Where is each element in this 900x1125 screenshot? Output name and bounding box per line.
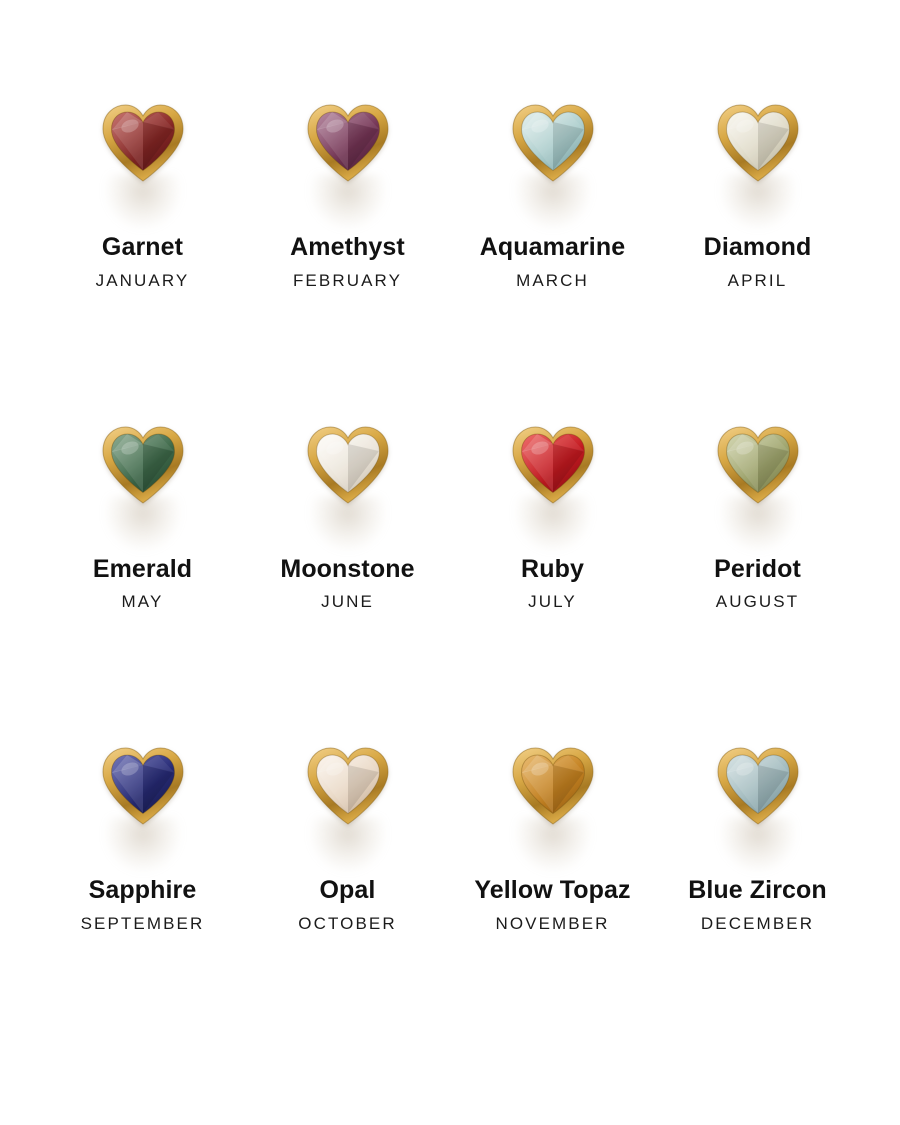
stone-wrap (293, 422, 403, 540)
stone-wrap (703, 100, 813, 218)
birthstone-cell (655, 100, 860, 422)
birthstone-cell (40, 743, 245, 1065)
birthstone-cell (245, 743, 450, 1065)
stone-name: Aquamarine (479, 233, 626, 261)
heart-gemstone-icon (711, 743, 805, 827)
stone-month: APRIL (727, 270, 788, 290)
heart-gemstone-icon (96, 100, 190, 184)
stone-month: JULY (528, 592, 577, 612)
heart-gemstone-icon (301, 743, 395, 827)
birthstone-cell (245, 100, 450, 422)
stone-name: Moonstone (280, 554, 415, 583)
heart-gemstone-icon (96, 422, 190, 506)
heart-gemstone-icon (301, 100, 395, 184)
birthstone-cell (655, 422, 860, 744)
birthstone-cell (450, 422, 655, 744)
stone-wrap (498, 100, 608, 218)
birthstone-cell (40, 100, 245, 422)
stone-month: MARCH (516, 270, 589, 290)
birthstone-cell (450, 743, 655, 1065)
stone-month: OCTOBER (298, 913, 397, 933)
stone-wrap (293, 743, 403, 861)
stone-wrap (88, 743, 198, 861)
stone-month: JUNE (321, 592, 374, 612)
stone-month: DECEMBER (700, 913, 815, 933)
heart-gemstone-icon (711, 100, 805, 184)
stone-wrap (293, 100, 403, 218)
stone-wrap (88, 422, 198, 540)
stone-wrap (703, 743, 813, 861)
stone-month: SEPTEMBER (80, 913, 205, 933)
stone-name: Peridot (714, 554, 801, 583)
birthstone-cell (655, 743, 860, 1065)
birthstone-cell (450, 100, 655, 422)
stone-name: Ruby (521, 554, 584, 583)
stone-name: Blue Zircon (688, 876, 827, 905)
stone-month: NOVEMBER (495, 913, 610, 933)
birthstone-cell (245, 422, 450, 744)
stone-name: Garnet (101, 233, 184, 261)
heart-gemstone-icon (711, 422, 805, 506)
birthstone-cell (40, 422, 245, 744)
stone-wrap (498, 743, 608, 861)
heart-gemstone-icon (96, 743, 190, 827)
stone-wrap (498, 422, 608, 540)
stone-wrap (88, 100, 198, 218)
stone-month: JANUARY (95, 270, 190, 290)
stone-name: Yellow Topaz (474, 876, 631, 905)
stone-name: Amethyst (290, 233, 405, 261)
heart-gemstone-icon (506, 422, 600, 506)
stone-name: Diamond (703, 233, 812, 261)
stone-name: Sapphire (88, 876, 197, 905)
stone-name: Opal (319, 876, 376, 905)
stone-month: MAY (121, 592, 164, 612)
stone-month: AUGUST (715, 592, 800, 612)
stone-month: FEBRUARY (292, 270, 403, 290)
heart-gemstone-icon (301, 422, 395, 506)
heart-gemstone-icon (506, 743, 600, 827)
heart-gemstone-icon (506, 100, 600, 184)
stone-name: Emerald (92, 554, 193, 583)
stone-wrap (703, 422, 813, 540)
